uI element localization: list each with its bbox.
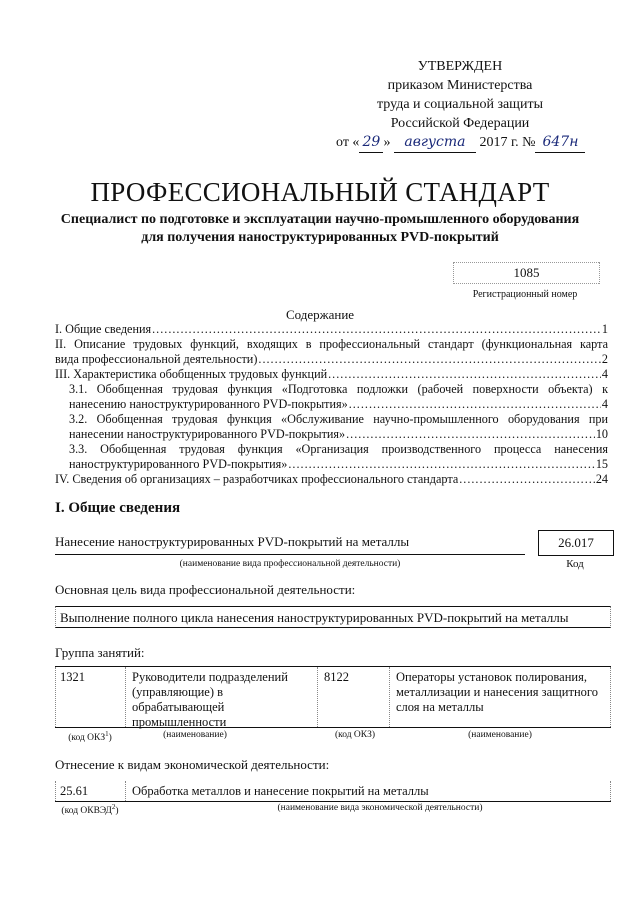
toc-entry-page: 15: [595, 457, 608, 471]
toc-entry-line[interactable]: 3.2. Обобщенная трудовая функция «Обслуживание научно-промышленного оборудования при: [69, 412, 608, 426]
group-name-cell: [389, 667, 611, 727]
toc-entry-line[interactable]: 3.3. Обобщенная трудовая функция «Организация производственного процесса нанесения: [69, 442, 608, 456]
group-name-cell: [125, 667, 317, 727]
footnote-2[interactable]: 2: [111, 803, 116, 811]
toc-entry-line[interactable]: 3.1. Обобщенная трудовая функция «Подготовка подложки (рабочей поверхности объекта) к: [69, 382, 608, 396]
okved-caption: [55, 803, 125, 816]
goal-box: [55, 606, 611, 628]
order-number: 647н: [535, 133, 585, 153]
toc-entry-text: нанесению наноструктурированного PVD-покрытия»: [69, 397, 348, 411]
econ-label: Отнесение к видам экономической деятельности:: [55, 757, 330, 772]
econ-code: 25.61: [60, 784, 89, 798]
date-prefix: от «: [336, 135, 360, 150]
toc-entry-page: 24: [595, 472, 608, 486]
toc-entry-text: наноструктурированного PVD-покрытия»: [69, 457, 288, 471]
okz-code-caption: (код ОКЗ): [334, 730, 376, 740]
econ-name-caption: (наименование вида экономической деятельности): [277, 803, 483, 813]
toc-title: Содержание: [285, 307, 355, 322]
group-name: Операторы установок полирования, металлизации и нанесения защитного слоя на металлы: [396, 670, 598, 714]
registration-number: 1085: [513, 265, 540, 280]
approval-date-line: [330, 133, 590, 153]
okved-caption-text: (код ОКВЭД: [61, 806, 112, 817]
econ-name: Обработка металлов и нанесение покрытий на металлы: [132, 784, 429, 798]
approval-line-2: приказом Министерства: [387, 78, 533, 93]
approval-block: [330, 57, 590, 153]
group-code: 8122: [324, 670, 349, 684]
toc-entry[interactable]: [55, 472, 608, 487]
toc-entry[interactable]: [55, 322, 608, 337]
activity-name: Нанесение наноструктурированных PVD-покрытий на металлы: [55, 534, 410, 549]
activity-code-box: [538, 530, 614, 556]
document-title: ПРОФЕССИОНАЛЬНЫЙ СТАНДАРТ: [90, 177, 550, 207]
toc-entry[interactable]: [55, 397, 608, 412]
okved-caption-close: ): [115, 806, 119, 817]
code-caption: Код: [566, 558, 584, 570]
activity-code: 26.017: [558, 535, 594, 550]
okz-caption-close: ): [108, 733, 112, 744]
toc-entry-text: нанесении наноструктурированного PVD-покрытия»: [69, 427, 346, 441]
activity-name-caption: (наименование вида профессиональной деятельности): [179, 559, 401, 569]
group-code-cell: [317, 667, 389, 727]
approval-line-4: Российской Федерации: [390, 116, 530, 131]
toc-entry-page: 2: [601, 352, 608, 366]
occupation-group-table: [55, 666, 611, 728]
toc-entry-page: 1: [601, 322, 608, 336]
approval-line-1: УТВЕРЖДЕН: [417, 59, 503, 74]
goal-label: Основная цель вида профессиональной деятельности:: [55, 582, 356, 597]
toc-entry-text: вида профессиональной деятельности): [55, 352, 258, 366]
toc-entry-text: III. Характеристика обобщенных трудовых функций: [55, 367, 328, 381]
toc-entry[interactable]: [55, 352, 608, 367]
date-quote-close: »: [383, 135, 391, 150]
group-code-cell: [55, 667, 125, 727]
date-day: 29: [359, 133, 383, 153]
registration-label: Регистрационный номер: [472, 289, 578, 300]
footnote-1[interactable]: 1: [105, 730, 109, 738]
name-caption: (наименование): [468, 730, 532, 740]
date-year: 2017 г. №: [479, 135, 536, 150]
econ-name-cell: [125, 781, 611, 801]
group-name: Руководители подразделений (управляющие) в обрабатывающей промышленности: [132, 670, 288, 729]
registration-number-box: [453, 262, 600, 284]
approval-line-3: труда и социальной защиты: [377, 97, 543, 112]
toc-entry-line[interactable]: II. Описание трудовых функций, входящих в профессиональный стандарт (функциональная карта: [55, 337, 608, 351]
date-month: августа: [394, 133, 476, 153]
econ-code-cell: [55, 781, 125, 801]
group-code: 1321: [60, 670, 85, 684]
table-of-contents: [55, 322, 608, 487]
toc-entry[interactable]: [55, 367, 608, 382]
toc-entry-text: I. Общие сведения: [55, 322, 152, 336]
econ-activity-table: [55, 781, 611, 802]
toc-entry[interactable]: [55, 427, 608, 442]
toc-entry-text: IV. Сведения об организациях – разработчиках профессионального стандарта: [55, 472, 459, 486]
goal-text: Выполнение полного цикла нанесения наноструктурированных PVD-покрытий на металлы: [60, 610, 569, 625]
toc-entry-page: 4: [601, 397, 608, 411]
name-caption: (наименование): [163, 730, 227, 740]
okz-caption-text: (код ОКЗ: [68, 733, 106, 744]
okz-code-caption: [55, 730, 125, 743]
toc-entry[interactable]: [55, 457, 608, 472]
group-label: Группа занятий:: [55, 645, 145, 660]
document-subtitle: Специалист по подготовке и эксплуатации научно-промышленного оборудования для получения наноструктурированных PVD-покрытий: [60, 212, 580, 245]
section-title: I. Общие сведения: [55, 500, 181, 516]
toc-entry-page: 4: [601, 367, 608, 381]
toc-entry-page: 10: [595, 427, 608, 441]
activity-name-field: [55, 534, 525, 555]
